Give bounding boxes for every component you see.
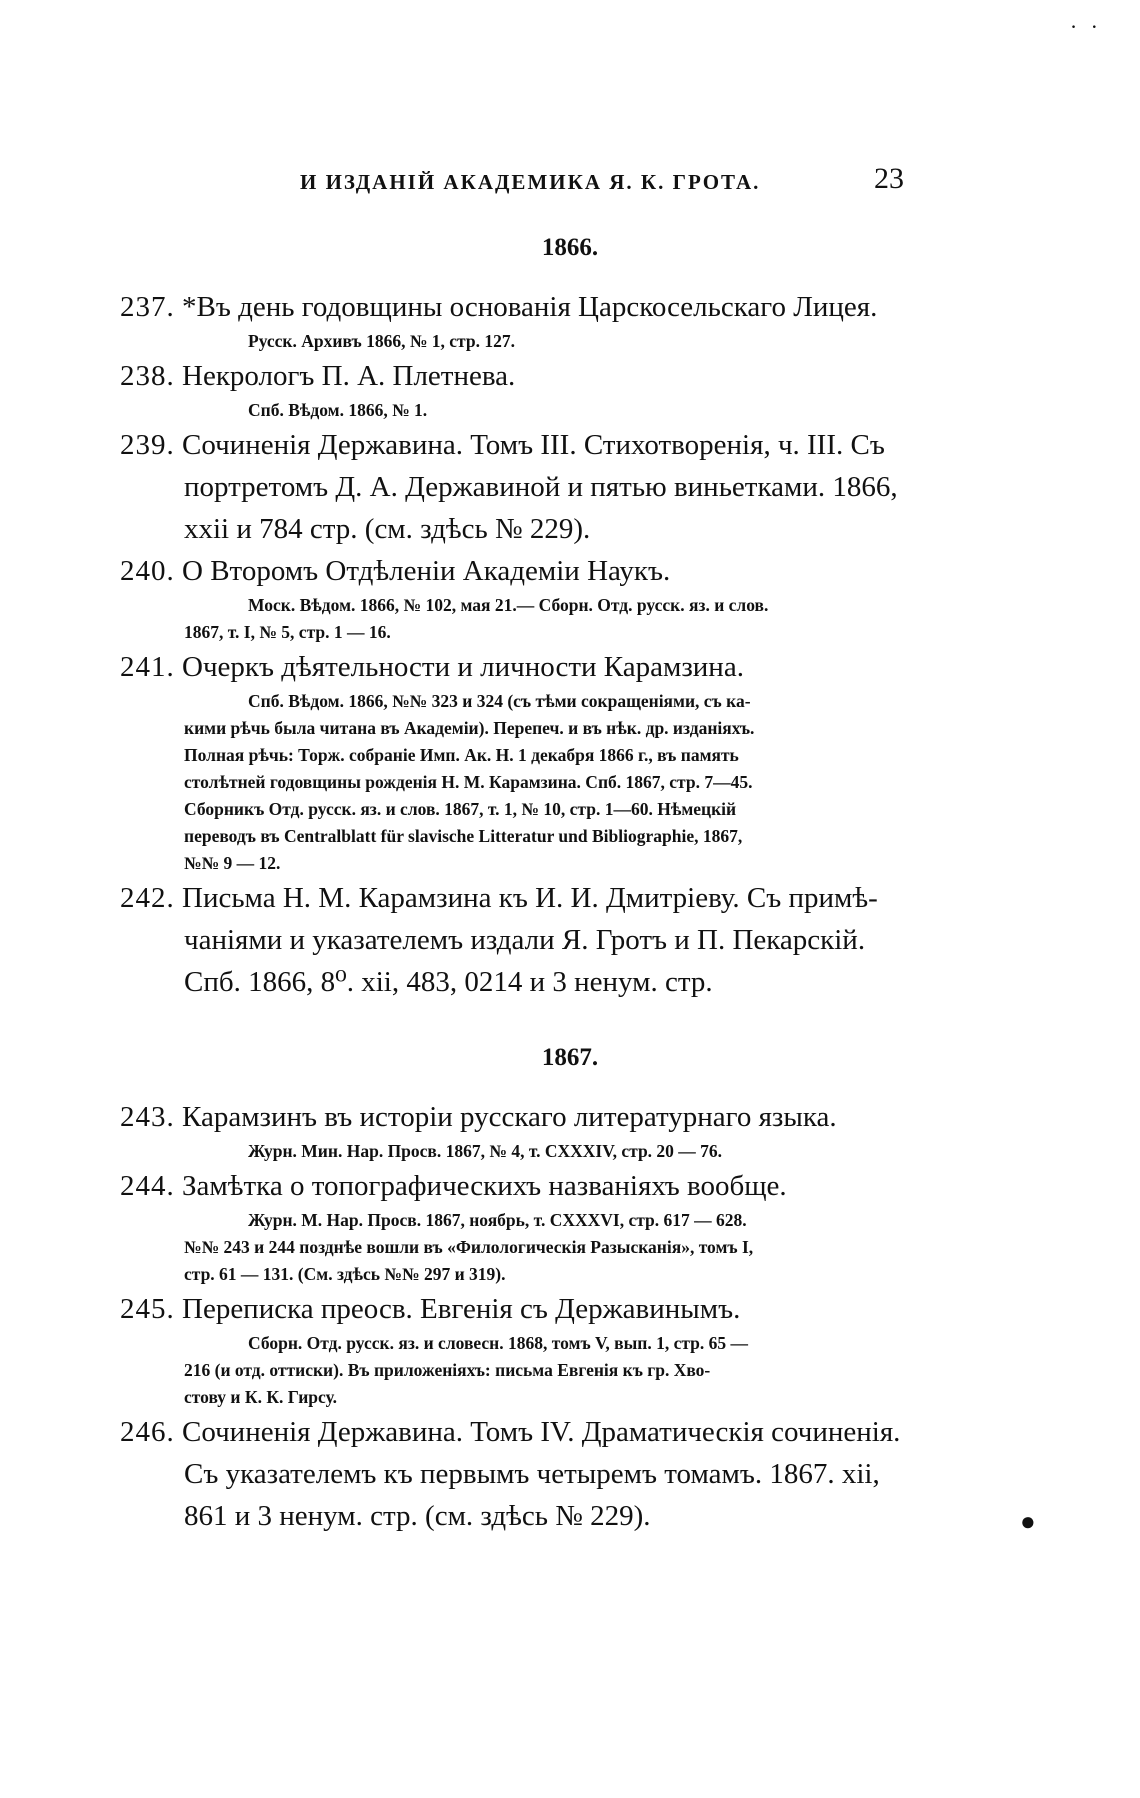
- bibliography-entry: [120, 550, 910, 646]
- entry-title-text: Съ указателемъ къ первымъ четыремъ томамъ. 1867. xii,: [184, 1458, 880, 1490]
- bibliography-entry: [120, 1096, 910, 1165]
- entry-title-text: Переписка преосв. Евгенія съ Державинымъ.: [182, 1293, 741, 1325]
- entry-title-text: Сочиненія Державина. Томъ III. Стихотворенія, ч. III. Съ: [182, 429, 885, 461]
- entry-citation-note: [120, 688, 910, 877]
- entry-number: 242.: [120, 882, 175, 914]
- entry-number: 245.: [120, 1293, 175, 1325]
- entry-title-text: Очеркъ дѣятельности и личности Карамзина.: [182, 651, 744, 683]
- entry-title-text: О Второмъ Отдѣленіи Академіи Наукъ.: [182, 555, 671, 587]
- entry-title-text: Письма Н. М. Карамзина къ И. И. Дмитріеву. Съ примѣ-: [182, 882, 878, 914]
- citation-line: стр. 61 — 131. (См. здѣсь №№ 297 и 319).: [184, 1264, 506, 1284]
- entry-number: 244.: [120, 1170, 175, 1202]
- entry-title-text: 861 и 3 ненум. стр. (см. здѣсь № 229).: [184, 1500, 651, 1532]
- entry-title-line: [120, 550, 910, 592]
- bibliography-entry: [120, 646, 910, 877]
- citation-line: Журн. М. Нар. Просв. 1867, ноябрь, т. CXXXVI, стр. 617 — 628.: [248, 1210, 747, 1230]
- citation-line: стову и К. К. Гирсу.: [184, 1387, 337, 1407]
- entry-title-line: [120, 877, 910, 919]
- entry-title-text: портретомъ Д. А. Державиной и пятью виньетками. 1866,: [184, 471, 898, 503]
- ink-blot: ●: [1020, 1507, 1036, 1536]
- entry-title-line: [120, 1096, 910, 1138]
- bibliography-entry: [120, 1288, 910, 1411]
- citation-line: Сборн. Отд. русск. яз. и словесн. 1868, томъ V, вып. 1, стр. 65 —: [248, 1333, 749, 1353]
- citation-line: Спб. Вѣдом. 1866, №№ 323 и 324 (съ тѣми сокращеніями, съ ка-: [248, 691, 751, 711]
- entry-number: 240.: [120, 555, 175, 587]
- citation-line: №№ 9 — 12.: [184, 853, 281, 873]
- citation-line: переводъ въ Centralblatt für slavische Litteratur und Bibliographie, 1867,: [184, 826, 743, 846]
- entry-title-text: Карамзинъ въ исторіи русскаго литературнаго языка.: [182, 1101, 837, 1133]
- entry-title-continuation: [120, 919, 910, 961]
- entry-title-continuation: [120, 961, 910, 1003]
- citation-line: №№ 243 и 244 позднѣе вошли въ «Филологическія Разысканія», томъ I,: [184, 1237, 754, 1257]
- page-number: 23: [874, 162, 904, 195]
- entries-1866: [120, 286, 910, 1003]
- print-specks: · ·: [1069, 14, 1102, 39]
- citation-line: Спб. Вѣдом. 1866, № 1.: [248, 400, 428, 420]
- citation-line: столѣтней годовщины рожденія Н. М. Карамзина. Спб. 1867, стр. 7—45.: [184, 772, 753, 792]
- entry-title-line: [120, 1411, 910, 1453]
- entry-citation-note: [120, 592, 910, 646]
- citation-line: Сборникъ Отд. русск. яз. и слов. 1867, т. 1, № 10, стр. 1—60. Нѣмецкій: [184, 799, 737, 819]
- entry-number: 239.: [120, 429, 175, 461]
- citation-line: кими рѣчь была читана въ Академіи). Перепеч. и въ нѣк. др. изданіяхъ.: [184, 718, 755, 738]
- entry-title-continuation: [120, 508, 910, 550]
- year-heading-1866: 1866.: [541, 234, 599, 261]
- bibliography-entry: [120, 355, 910, 424]
- entry-number: 241.: [120, 651, 175, 683]
- running-head: И ИЗДАНІЙ АКАДЕМИКА Я. К. ГРОТА.: [300, 170, 761, 194]
- entry-title-text: Спб. 1866, 8⁰. xii, 483, 0214 и 3 ненум. стр.: [184, 966, 713, 998]
- entry-title-line: [120, 646, 910, 688]
- entry-title-line: [120, 286, 910, 328]
- citation-line: 216 (и отд. оттиски). Въ приложеніяхъ: письма Евгенія къ гр. Хво-: [184, 1360, 711, 1380]
- citation-line: Моск. Вѣдом. 1866, № 102, мая 21.— Сборн. Отд. русск. яз. и слов.: [248, 595, 769, 615]
- entry-title-text: чаніями и указателемъ издали Я. Гротъ и П. Пекарскій.: [184, 924, 866, 956]
- entry-title-line: [120, 355, 910, 397]
- bibliography-entry: [120, 286, 910, 355]
- entry-title-text: Сочиненія Державина. Томъ IV. Драматическія сочиненія.: [182, 1416, 901, 1448]
- entry-title-continuation: [120, 466, 910, 508]
- bibliography-entry: [120, 1411, 910, 1537]
- citation-line: Русск. Архивъ 1866, № 1, стр. 127.: [248, 331, 515, 351]
- entry-number: 243.: [120, 1101, 175, 1133]
- entry-citation-note: [120, 1330, 910, 1411]
- entry-citation-note: [120, 397, 910, 424]
- entries-1867: [120, 1096, 910, 1537]
- entry-title-text: *Въ день годовщины основанія Царскосельскаго Лицея.: [182, 291, 878, 323]
- entry-citation-note: [120, 1207, 910, 1288]
- entry-title-continuation: [120, 1453, 910, 1495]
- entry-title-line: [120, 1288, 910, 1330]
- entry-title-text: Некрологъ П. А. Плетнева.: [182, 360, 516, 392]
- citation-line: 1867, т. I, № 5, стр. 1 — 16.: [184, 622, 391, 642]
- entry-title-line: [120, 424, 910, 466]
- entry-citation-note: [120, 1138, 910, 1165]
- entry-title-text: xxii и 784 стр. (см. здѣсь № 229).: [184, 513, 591, 545]
- entry-number: 237.: [120, 291, 175, 323]
- entry-title-continuation: [120, 1495, 910, 1537]
- bibliography-entry: [120, 424, 910, 550]
- entry-title-line: [120, 1165, 910, 1207]
- year-heading-1867: 1867.: [541, 1044, 599, 1071]
- entry-title-text: Замѣтка о топографическихъ названіяхъ вообще.: [182, 1170, 787, 1202]
- citation-line: Полная рѣчь: Торж. собраніе Имп. Ак. Н. 1 декабря 1866 г., въ память: [184, 745, 739, 765]
- citation-line: Журн. Мин. Нар. Просв. 1867, № 4, т. CXXXIV, стр. 20 — 76.: [248, 1141, 723, 1161]
- entry-number: 238.: [120, 360, 175, 392]
- entry-number: 246.: [120, 1416, 175, 1448]
- entry-citation-note: [120, 328, 910, 355]
- bibliography-entry: [120, 1165, 910, 1288]
- page-header: [0, 162, 1140, 202]
- bibliography-entry: [120, 877, 910, 1003]
